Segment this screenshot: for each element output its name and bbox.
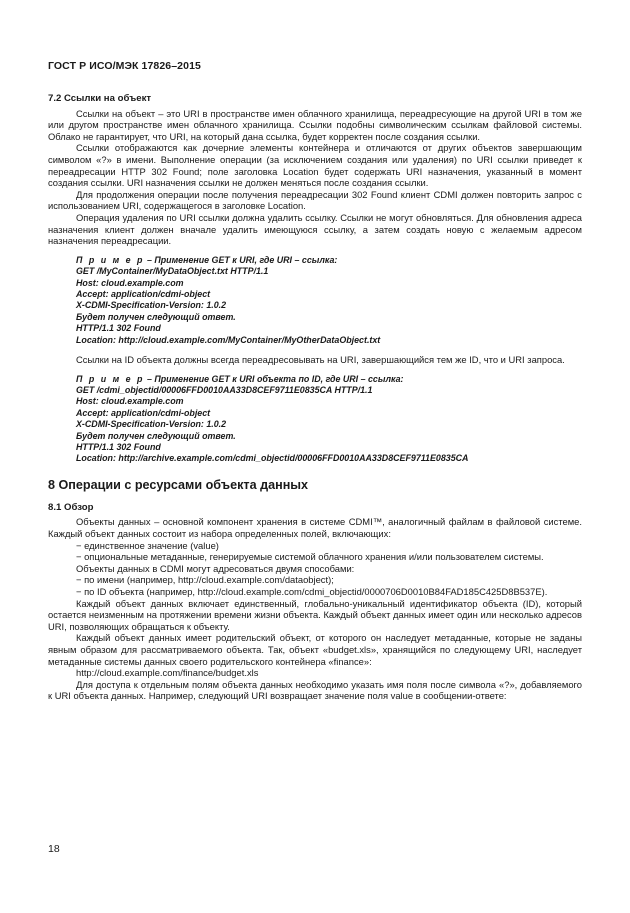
list-item: − по ID объекта (например, http://cloud.example.com/cdmi_objectid/0000706D0010B84FAD185C425D8B537E). [76, 585, 548, 597]
section-heading-7-2: 7.2 Ссылки на объект [48, 93, 152, 104]
example-line: X-CDMI-Specification-Version: 1.0.2 [76, 419, 227, 430]
example-line: Host: cloud.example.com [76, 396, 184, 407]
paragraph: Каждый объект данных включает единственный, глобально-уникальный идентификатор объекта (ID), который остается неизменным на протяжении времени жизни объекта. Каждый объект данных имеет один или несколько адресов URI, позволяющих обращаться к объекту. [48, 597, 582, 632]
example-line: X-CDMI-Specification-Version: 1.0.2 [76, 300, 227, 311]
example-block [48, 374, 582, 465]
paragraph: Ссылки на ID объекта должны всегда переадресовывать на URI, завершающийся тем же ID, что и URI запроса. [76, 353, 565, 365]
page-content [48, 93, 582, 702]
example-line: GET /MyContainer/MyDataObject.txt HTTP/1.1 [76, 266, 269, 277]
paragraph: Ссылки на объект – это URI в пространстве имен облачного хранилища, переадресующие на другой URI в том же или другом пространстве имен облачного хранилища. Ссылки подобны символическим ссылкам файловой системы. Облако не гарантирует, что URI, на который дана ссылка, будет корректен после создания ссылки. [48, 107, 582, 142]
example-line: HTTP/1.1 302 Found [76, 323, 161, 334]
example-line: Accept: application/cdmi-object [76, 288, 211, 299]
list-item: − опциональные метаданные, генерируемые системой облачного хранения и/или пользователем системы. [76, 551, 544, 563]
example-line: HTTP/1.1 302 Found [76, 442, 161, 452]
example-title-text: – Применение GET к URI объекта по ID, где URI – ссылка: [144, 373, 404, 384]
example-line: Accept: application/cdmi-object [76, 407, 211, 418]
section-heading-8: 8 Операции с ресурсами объекта данных [48, 477, 309, 492]
page-number: 18 [48, 843, 60, 855]
paragraph: Для доступа к отдельным полям объекта данных необходимо указать имя поля после символа «?», добавляемого к URI объекта данных. Например, следующий URI возвращает значение поля value в сообщении-ответе: [48, 678, 582, 702]
example-line: Будет получен следующий ответ. [76, 311, 236, 322]
example-title-text: – Применение GET к URI, где URI – ссылка: [144, 254, 338, 265]
example-title [76, 374, 582, 385]
list-item: − по имени (например, http://cloud.example.com/dataobject); [76, 574, 334, 586]
example-label: П р и м е р [76, 373, 145, 384]
paragraph: Объекты данных – основной компонент хранения в системе CDMI™, аналогичный файлам в файловой системе. Каждый объект данных состоит из набора определенных полей, включающих: [48, 516, 582, 539]
example-label: П р и м е р [76, 254, 145, 265]
example-line: Location: http://cloud.example.com/MyContainer/MyOtherDataObject.txt [76, 334, 381, 345]
uri-line: http://cloud.example.com/finance/budget.xls [76, 667, 259, 679]
example-line: Будет получен следующий ответ. [76, 430, 236, 441]
example-line: Location: http://archive.example.com/cdmi_objectid/00006FFD0010AA33D8CEF9711E0835CA [76, 453, 469, 464]
paragraph: Объекты данных в CDMI могут адресоваться двумя способами: [76, 562, 355, 574]
paragraph: Каждый объект данных имеет родительский объект, от которого он наследует метаданные, которые не заданы явным образом для рассматриваемого объекта. Так, объект «budget.xls», хранящийся по следующему URI, наследует метаданные системы данных своего родительского контейнера «finance»: [48, 632, 582, 667]
section-heading-8-1: 8.1 Обзор [48, 501, 94, 513]
list-item: − единственное значение (value) [76, 539, 219, 551]
example-line: Host: cloud.example.com [76, 277, 184, 288]
example-line: GET /cdmi_objectid/00006FFD0010AA33D8CEF9711E0835CA HTTP/1.1 [76, 384, 373, 395]
example-block [48, 255, 582, 346]
paragraph: Операция удаления по URI ссылки должна удалить ссылку. Ссылки не могут обновляться. Для обновления адреса назначения клиент должен вначале удалить имеющуюся ссылку, а затем создать новую с желаемым адресом назначения переадресации. [48, 211, 582, 247]
paragraph: Для продолжения операции после получения переадресации 302 Found клиент CDMI должен повторить запрос с использованием URI, содержащегося в заголовке Location. [48, 188, 582, 212]
paragraph: Ссылки отображаются как дочерние элементы контейнера и отличаются от других объектов завершающим символом «?» в имени. Выполнение операции (за исключением создания или удаления) по URI ссылки приведет к переадресации HTTP 302 Found; поле заголовка Location будет содержать URI назначения, указанный в момент создания ссылки. URI назначения ссылки не должен меняться после создания ссылки. [48, 142, 582, 189]
page-header: ГОСТ Р ИСО/МЭК 17826–2015 [48, 60, 201, 72]
example-title [76, 255, 582, 266]
